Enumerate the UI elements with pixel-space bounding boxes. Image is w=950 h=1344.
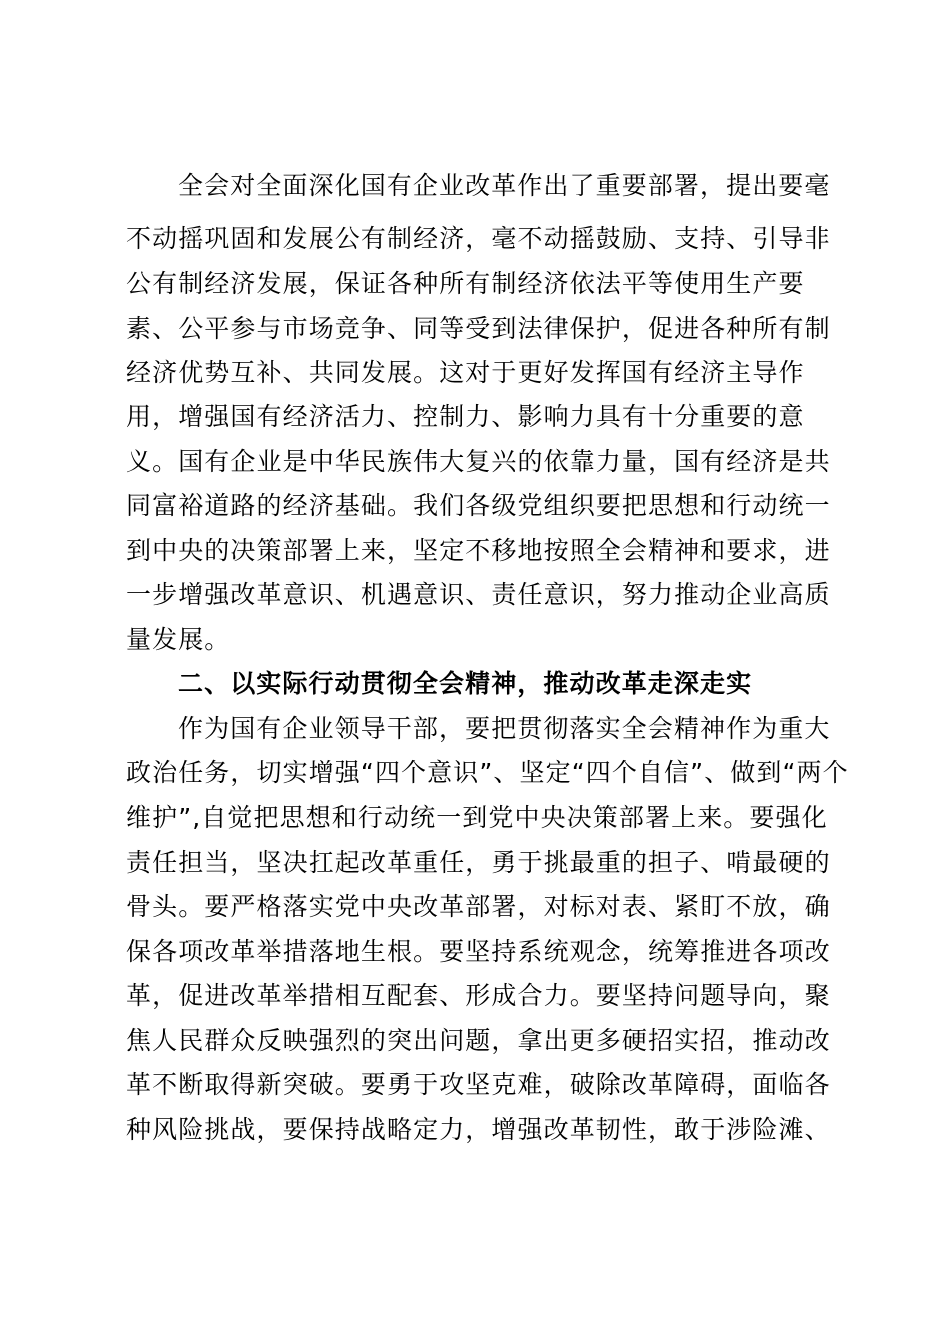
text-line: 种风险挑战，要保持战略定力，增强改革韧性，敢于涉险滩、 [126,1115,831,1144]
text-line: 量发展。 [126,625,231,654]
text-line: 素、公平参与市场竞争、同等受到法律保护，促进各种所有制 [126,314,831,343]
text-line: 政治任务，切实增强“四个意识”、坚定“四个自信”、做到“两个 [126,758,849,787]
text-line: 一步增强改革意识、机遇意识、责任意识，努力推动企业高质 [126,580,831,609]
text-line: 同富裕道路的经济基础。我们各级党组织要把思想和行动统一 [126,491,831,520]
text-line: 公有制经济发展，保证各种所有制经济依法平等使用生产要 [126,269,805,298]
text-line: 革不断取得新突破。要勇于攻坚克难，破除改革障碍，面临各 [126,1070,831,1099]
section-heading: 二、以实际行动贯彻全会精神，推动改革走深走实 [178,669,753,698]
text-line: 义。国有企业是中华民族伟大复兴的依靠力量，国有经济是共 [126,447,831,476]
text-line: 焦人民群众反映强烈的突出问题，拿出更多硬招实招，推动改 [126,1026,831,1055]
text-line: 不动摇巩固和发展公有制经济，毫不动摇鼓励、支持、引导非 [126,224,831,253]
text-line: 作为国有企业领导干部，要把贯彻落实全会精神作为重大 [178,714,831,743]
text-line: 骨头。要严格落实党中央改革部署，对标对表、紧盯不放，确 [126,892,831,921]
text-line: 到中央的决策部署上来，坚定不移地按照全会精神和要求，进 [126,536,831,565]
text-line: 全会对全面深化国有企业改革作出了重要部署，提出要毫 [178,171,831,200]
text-line: 革，促进改革举措相互配套、形成合力。要坚持问题导向，聚 [126,981,831,1010]
text-line: 用，增强国有经济活力、控制力、影响力具有十分重要的意 [126,402,805,431]
text-line: 保各项改革举措落地生根。要坚持系统观念，统筹推进各项改 [126,937,831,966]
text-line: 维护”,自觉把思想和行动统一到党中央决策部署上来。要强化 [126,803,828,832]
text-line: 责任担当，坚决扛起改革重任，勇于挑最重的担子、啃最硬的 [126,848,831,877]
text-line: 经济优势互补、共同发展。这对于更好发挥国有经济主导作 [126,358,805,387]
